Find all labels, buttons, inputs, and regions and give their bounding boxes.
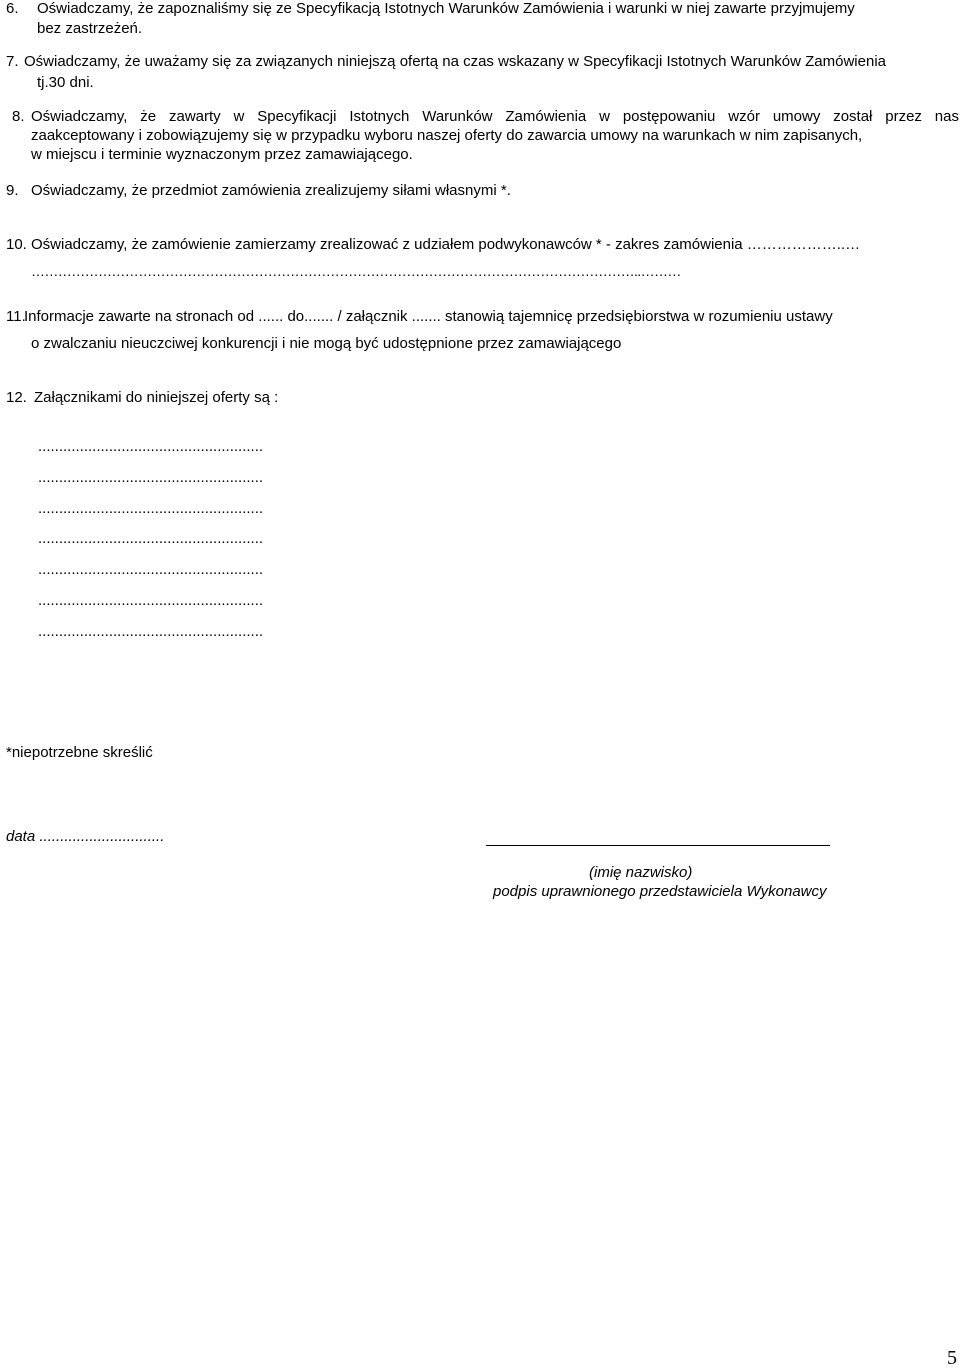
date-label: data .............................. [6, 828, 165, 845]
item-text: w miejscu i terminie wyznaczonym przez zamawiającego. [31, 146, 413, 163]
item-text: Oświadczamy, że przedmiot zamówienia zrealizujemy siłami własnymi *. [31, 182, 511, 199]
item-text: o zwalczaniu nieuczciwej konkurencji i nie mogą być udostępnione przez zamawiającego [31, 335, 622, 352]
item-text: zaakceptowany i zobowiązujemy się w przypadku wyboru naszej oferty do zawarcia umowy na warunkach w nim zapisanych, [31, 127, 863, 144]
item-text: Załącznikami do niniejszej oferty są : [34, 389, 279, 406]
footnote: *niepotrzebne skreślić [6, 744, 153, 761]
item-text: Oświadczamy, że zawarty w Specyfikacji Istotnych Warunków Zamówienia w postępowaniu wzór umowy został przez nas [31, 108, 959, 125]
attachment-line: ...................................................... [38, 500, 264, 517]
attachment-line: ...................................................... [38, 592, 264, 609]
dotted-line: ………………………………………………………………………………………………………………………..……… [31, 263, 681, 279]
attachment-line: ...................................................... [38, 623, 264, 640]
item-number: 6. [6, 0, 19, 17]
item-text: Informacje zawarte na stronach od ...... do....... / załącznik ....... stanowią tajemnicę przedsiębiorstwa w rozumieniu ustawy [24, 308, 833, 325]
item-text: Oświadczamy, że uważamy się za związanych niniejszą ofertą na czas wskazany w Specyfikacji Istotnych Warunków Zamówienia [24, 53, 887, 70]
item-text: bez zastrzeżeń. [37, 20, 143, 37]
item-number: 12. [6, 389, 27, 406]
item-text: Oświadczamy, że zamówienie zamierzamy zrealizować z udziałem podwykonawców * - zakres zamówienia ………………..… [31, 236, 861, 253]
attachment-line: ...................................................... [38, 469, 264, 486]
page-number: 5 [947, 1347, 957, 1369]
item-text: Oświadczamy, że zapoznaliśmy się ze Specyfikacją Istotnych Warunków Zamówienia i warunki w niej zawarte przyjmujemy [37, 0, 855, 17]
signature-name-label: (imię nazwisko) [589, 864, 693, 881]
item-number: 8. [12, 108, 25, 125]
attachment-line: ...................................................... [38, 530, 264, 547]
item-number: 7. [6, 53, 19, 70]
item-number: 10. [6, 236, 27, 253]
item-number: 9. [6, 182, 19, 199]
item-text: tj.30 dni. [37, 74, 94, 91]
attachment-line: ...................................................... [38, 438, 264, 455]
signature-role-label: podpis uprawnionego przedstawiciela Wykonawcy [493, 883, 827, 900]
item-number: 11. [6, 308, 26, 325]
attachment-line: ...................................................... [38, 561, 264, 578]
signature-line [486, 845, 830, 846]
